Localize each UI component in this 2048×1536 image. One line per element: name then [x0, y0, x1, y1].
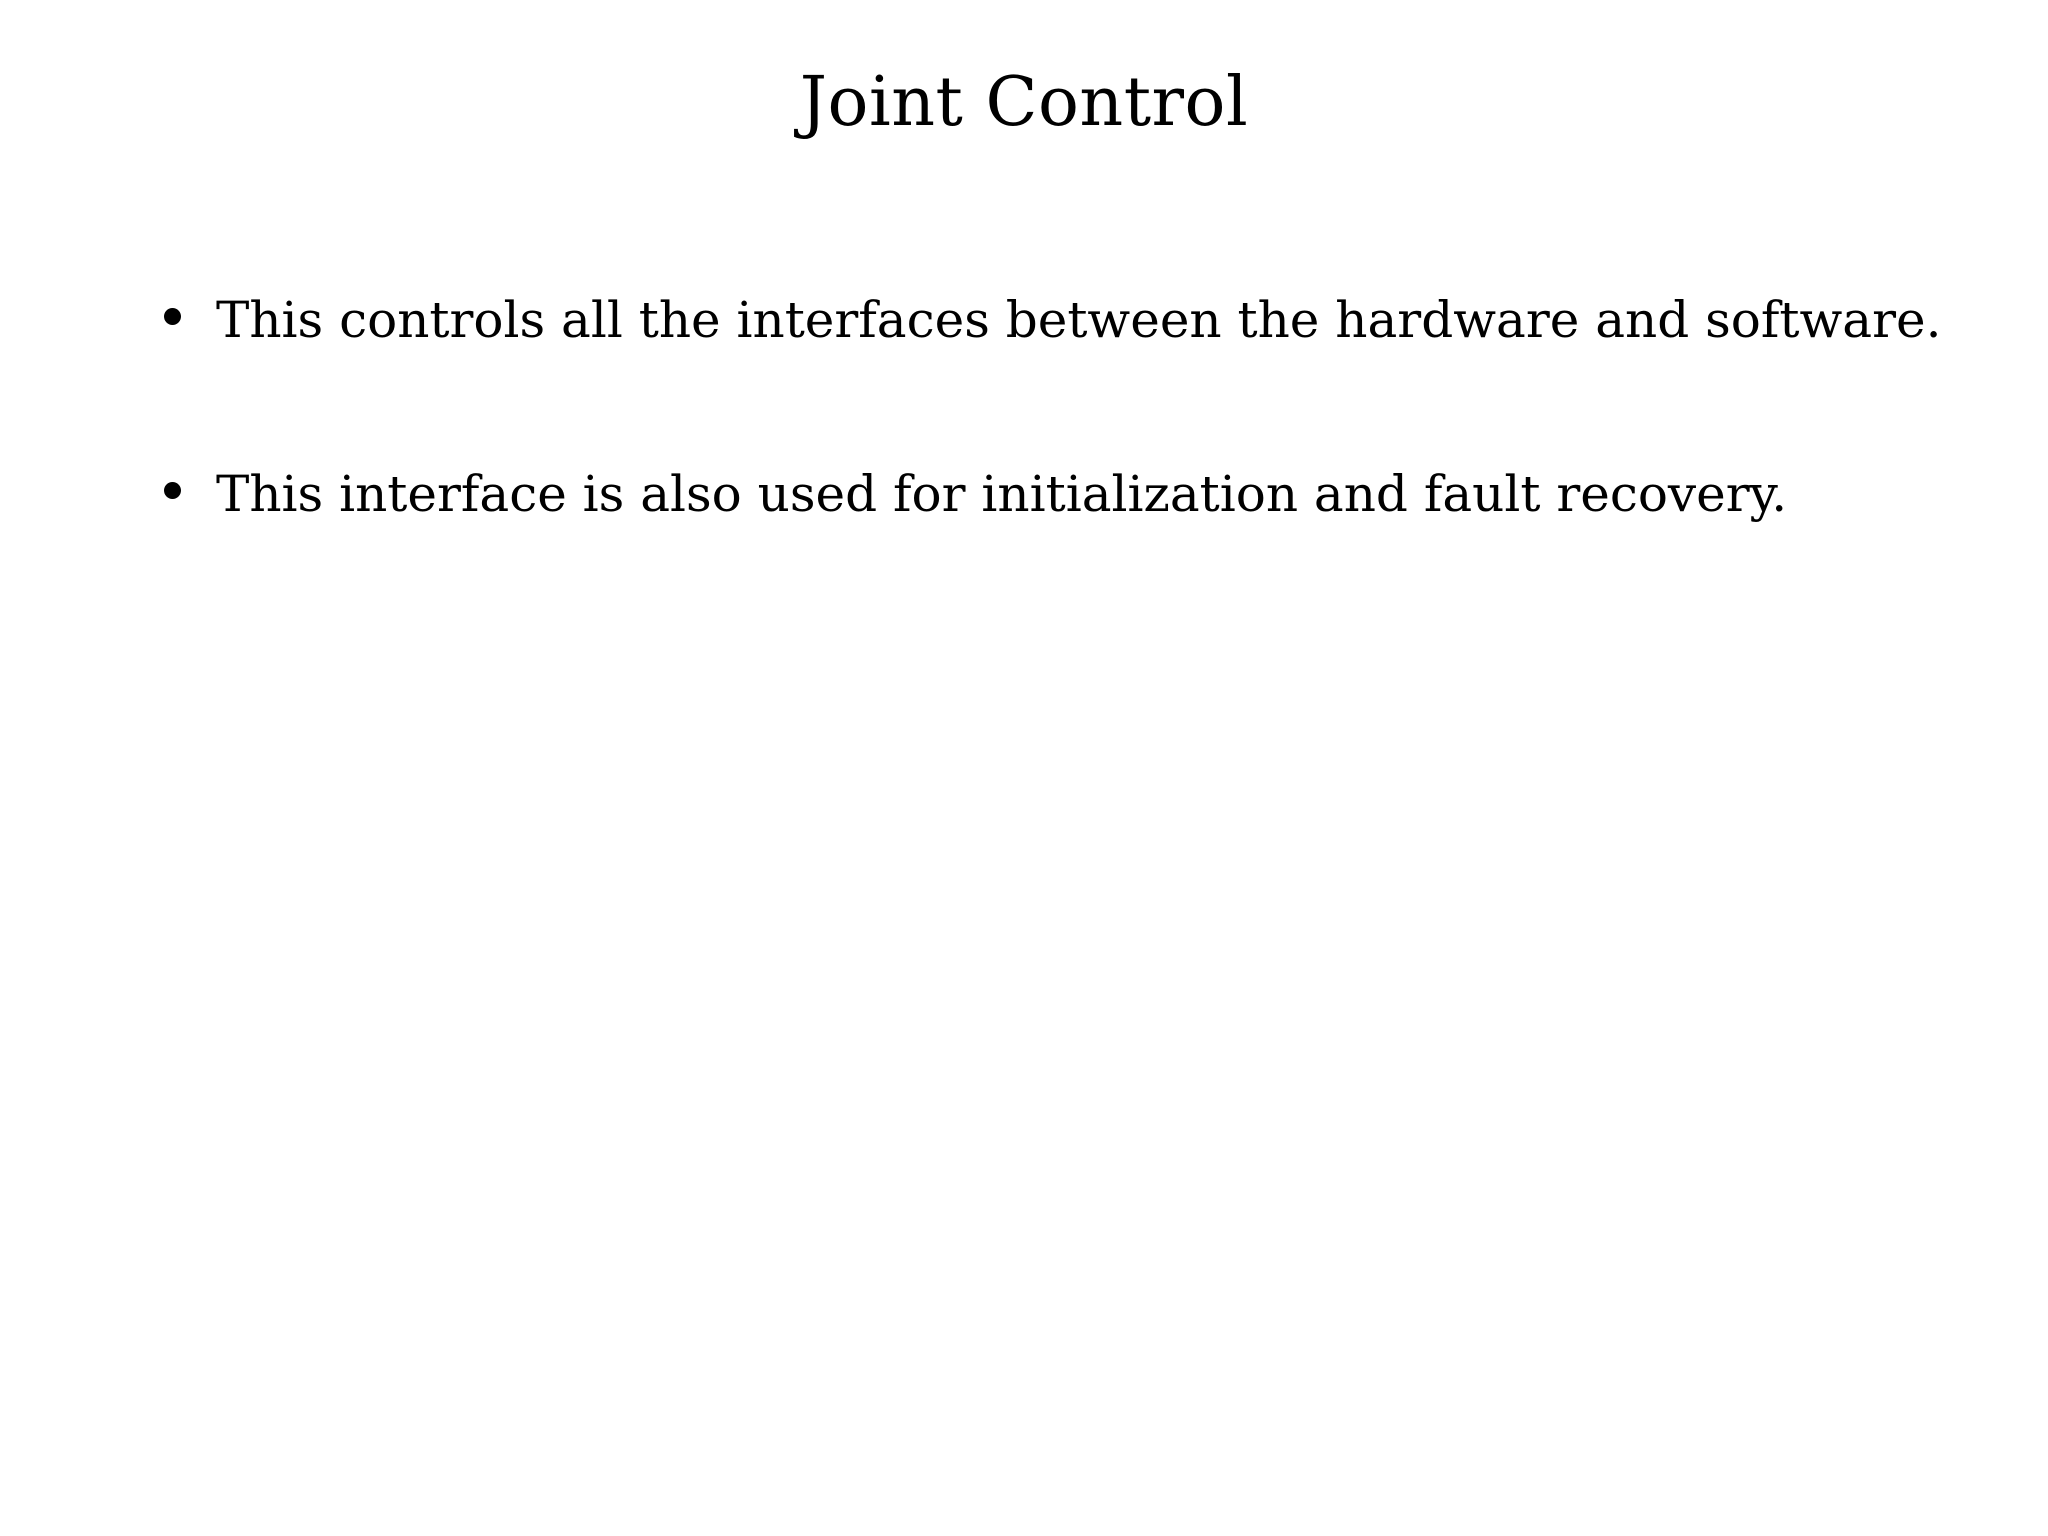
bullet-icon [164, 308, 181, 325]
slide-title: Joint Control [799, 63, 1249, 142]
bullet-text: This interface is also used for initialization and fault recovery. [216, 465, 1788, 523]
bullet-item [160, 290, 1980, 350]
bullet-icon [164, 482, 181, 499]
bullet-text: This controls all the interfaces between the hardware and software. [216, 291, 1942, 349]
bullet-list [160, 290, 1980, 638]
bullet-item [160, 464, 1980, 524]
